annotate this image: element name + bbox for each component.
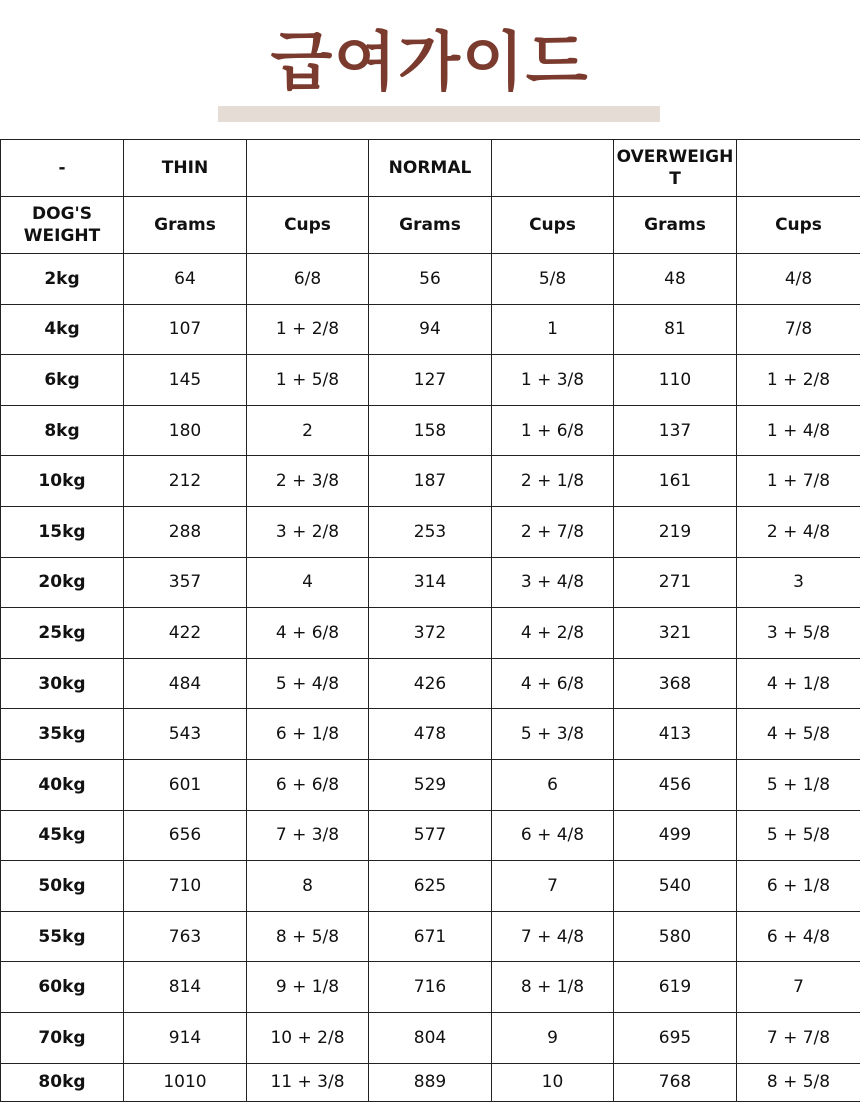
thin-grams-cell: 814 [124, 962, 247, 1013]
overweight-cups-cell: 7 [737, 962, 860, 1013]
normal-cups-cell: 8 + 1/8 [492, 962, 614, 1013]
overweight-cups-cell: 4/8 [737, 254, 860, 305]
thin-cups-cell: 8 + 5/8 [247, 911, 369, 962]
header-cell-empty [492, 140, 614, 197]
thin-cups-cell: 4 + 6/8 [247, 608, 369, 659]
weight-cell: 45kg [1, 810, 124, 861]
overweight-cups-cell: 7/8 [737, 304, 860, 355]
overweight-grams-cell: 619 [614, 962, 737, 1013]
thin-grams-cell: 1010 [124, 1063, 247, 1101]
normal-grams-cell: 577 [369, 810, 492, 861]
weight-cell: 4kg [1, 304, 124, 355]
table-row [1, 608, 860, 659]
overweight-cups-cell: 6 + 4/8 [737, 911, 860, 962]
overweight-cups-cell: 1 + 7/8 [737, 456, 860, 507]
overweight-grams-cell: 499 [614, 810, 737, 861]
header-cell-grams: Grams [614, 197, 737, 254]
overweight-grams-cell: 456 [614, 759, 737, 810]
thin-grams-cell: 288 [124, 506, 247, 557]
header-cell-blank: - [1, 140, 124, 197]
weight-cell: 35kg [1, 709, 124, 760]
normal-cups-cell: 1 + 6/8 [492, 405, 614, 456]
header-cell-dogs-weight: DOG'S WEIGHT [1, 197, 124, 254]
overweight-grams-cell: 695 [614, 1012, 737, 1063]
table-row [1, 355, 860, 406]
overweight-grams-cell: 161 [614, 456, 737, 507]
table-row [1, 1012, 860, 1063]
overweight-cups-cell: 2 + 4/8 [737, 506, 860, 557]
overweight-grams-cell: 271 [614, 557, 737, 608]
page-title: 급여가이드 [0, 22, 860, 104]
thin-cups-cell: 10 + 2/8 [247, 1012, 369, 1063]
overweight-cups-cell: 7 + 7/8 [737, 1012, 860, 1063]
weight-cell: 60kg [1, 962, 124, 1013]
normal-cups-cell: 1 [492, 304, 614, 355]
overweight-cups-cell: 5 + 1/8 [737, 759, 860, 810]
thin-cups-cell: 11 + 3/8 [247, 1063, 369, 1101]
weight-cell: 10kg [1, 456, 124, 507]
weight-cell: 6kg [1, 355, 124, 406]
header-cell-normal: NORMAL [369, 140, 492, 197]
overweight-grams-cell: 540 [614, 861, 737, 912]
thin-cups-cell: 1 + 5/8 [247, 355, 369, 406]
thin-grams-cell: 543 [124, 709, 247, 760]
overweight-grams-cell: 368 [614, 658, 737, 709]
thin-grams-cell: 763 [124, 911, 247, 962]
thin-cups-cell: 2 + 3/8 [247, 456, 369, 507]
header-row-units [1, 197, 860, 254]
normal-grams-cell: 426 [369, 658, 492, 709]
thin-grams-cell: 484 [124, 658, 247, 709]
thin-cups-cell: 7 + 3/8 [247, 810, 369, 861]
thin-cups-cell: 2 [247, 405, 369, 456]
normal-cups-cell: 5 + 3/8 [492, 709, 614, 760]
overweight-cups-cell: 8 + 5/8 [737, 1063, 860, 1101]
table-row [1, 405, 860, 456]
normal-grams-cell: 127 [369, 355, 492, 406]
table-row [1, 557, 860, 608]
normal-grams-cell: 529 [369, 759, 492, 810]
weight-cell: 30kg [1, 658, 124, 709]
thin-grams-cell: 180 [124, 405, 247, 456]
header-cell-cups: Cups [492, 197, 614, 254]
overweight-cups-cell: 5 + 5/8 [737, 810, 860, 861]
normal-cups-cell: 6 + 4/8 [492, 810, 614, 861]
overweight-grams-cell: 768 [614, 1063, 737, 1101]
overweight-cups-cell: 6 + 1/8 [737, 861, 860, 912]
normal-grams-cell: 889 [369, 1063, 492, 1101]
normal-cups-cell: 7 [492, 861, 614, 912]
weight-cell: 40kg [1, 759, 124, 810]
table-row [1, 254, 860, 305]
thin-grams-cell: 656 [124, 810, 247, 861]
thin-grams-cell: 212 [124, 456, 247, 507]
normal-grams-cell: 187 [369, 456, 492, 507]
normal-grams-cell: 253 [369, 506, 492, 557]
thin-cups-cell: 6/8 [247, 254, 369, 305]
normal-grams-cell: 158 [369, 405, 492, 456]
normal-grams-cell: 804 [369, 1012, 492, 1063]
thin-cups-cell: 5 + 4/8 [247, 658, 369, 709]
overweight-cups-cell: 4 + 1/8 [737, 658, 860, 709]
weight-cell: 20kg [1, 557, 124, 608]
overweight-grams-cell: 321 [614, 608, 737, 659]
thin-cups-cell: 6 + 1/8 [247, 709, 369, 760]
table-row [1, 759, 860, 810]
normal-grams-cell: 671 [369, 911, 492, 962]
weight-cell: 2kg [1, 254, 124, 305]
table-row [1, 861, 860, 912]
normal-grams-cell: 372 [369, 608, 492, 659]
feeding-guide-table [0, 139, 860, 1102]
thin-cups-cell: 9 + 1/8 [247, 962, 369, 1013]
weight-cell: 15kg [1, 506, 124, 557]
table-row [1, 658, 860, 709]
header-cell-grams: Grams [124, 197, 247, 254]
header-cell-cups: Cups [247, 197, 369, 254]
thin-grams-cell: 145 [124, 355, 247, 406]
thin-grams-cell: 357 [124, 557, 247, 608]
thin-cups-cell: 8 [247, 861, 369, 912]
table-row [1, 709, 860, 760]
weight-cell: 50kg [1, 861, 124, 912]
normal-grams-cell: 94 [369, 304, 492, 355]
normal-cups-cell: 7 + 4/8 [492, 911, 614, 962]
overweight-grams-cell: 48 [614, 254, 737, 305]
header-cell-cups: Cups [737, 197, 860, 254]
overweight-grams-cell: 219 [614, 506, 737, 557]
overweight-cups-cell: 3 + 5/8 [737, 608, 860, 659]
header-cell-empty [247, 140, 369, 197]
normal-grams-cell: 716 [369, 962, 492, 1013]
normal-cups-cell: 1 + 3/8 [492, 355, 614, 406]
normal-cups-cell: 5/8 [492, 254, 614, 305]
weight-cell: 80kg [1, 1063, 124, 1101]
normal-cups-cell: 4 + 2/8 [492, 608, 614, 659]
thin-cups-cell: 6 + 6/8 [247, 759, 369, 810]
weight-cell: 25kg [1, 608, 124, 659]
weight-cell: 70kg [1, 1012, 124, 1063]
table-row [1, 810, 860, 861]
thin-grams-cell: 710 [124, 861, 247, 912]
overweight-grams-cell: 81 [614, 304, 737, 355]
normal-cups-cell: 2 + 7/8 [492, 506, 614, 557]
thin-grams-cell: 601 [124, 759, 247, 810]
normal-cups-cell: 9 [492, 1012, 614, 1063]
weight-cell: 8kg [1, 405, 124, 456]
thin-cups-cell: 3 + 2/8 [247, 506, 369, 557]
overweight-cups-cell: 3 [737, 557, 860, 608]
normal-cups-cell: 6 [492, 759, 614, 810]
table-row [1, 304, 860, 355]
table-row [1, 506, 860, 557]
normal-cups-cell: 4 + 6/8 [492, 658, 614, 709]
table-row [1, 911, 860, 962]
normal-cups-cell: 10 [492, 1063, 614, 1101]
overweight-cups-cell: 4 + 5/8 [737, 709, 860, 760]
normal-cups-cell: 2 + 1/8 [492, 456, 614, 507]
overweight-grams-cell: 413 [614, 709, 737, 760]
normal-cups-cell: 3 + 4/8 [492, 557, 614, 608]
table-row [1, 1063, 860, 1101]
overweight-cups-cell: 1 + 2/8 [737, 355, 860, 406]
header-cell-grams: Grams [369, 197, 492, 254]
normal-grams-cell: 478 [369, 709, 492, 760]
thin-cups-cell: 4 [247, 557, 369, 608]
weight-cell: 55kg [1, 911, 124, 962]
header-row-conditions [1, 140, 860, 197]
thin-cups-cell: 1 + 2/8 [247, 304, 369, 355]
thin-grams-cell: 107 [124, 304, 247, 355]
thin-grams-cell: 422 [124, 608, 247, 659]
normal-grams-cell: 314 [369, 557, 492, 608]
normal-grams-cell: 625 [369, 861, 492, 912]
overweight-grams-cell: 580 [614, 911, 737, 962]
thin-grams-cell: 914 [124, 1012, 247, 1063]
overweight-grams-cell: 110 [614, 355, 737, 406]
table-row [1, 456, 860, 507]
title-underline-bar [218, 106, 660, 122]
header-cell-thin: THIN [124, 140, 247, 197]
overweight-grams-cell: 137 [614, 405, 737, 456]
header-cell-empty [737, 140, 860, 197]
header-cell-overweight: OVERWEIGHT [614, 140, 737, 197]
overweight-cups-cell: 1 + 4/8 [737, 405, 860, 456]
table-row [1, 962, 860, 1013]
thin-grams-cell: 64 [124, 254, 247, 305]
normal-grams-cell: 56 [369, 254, 492, 305]
